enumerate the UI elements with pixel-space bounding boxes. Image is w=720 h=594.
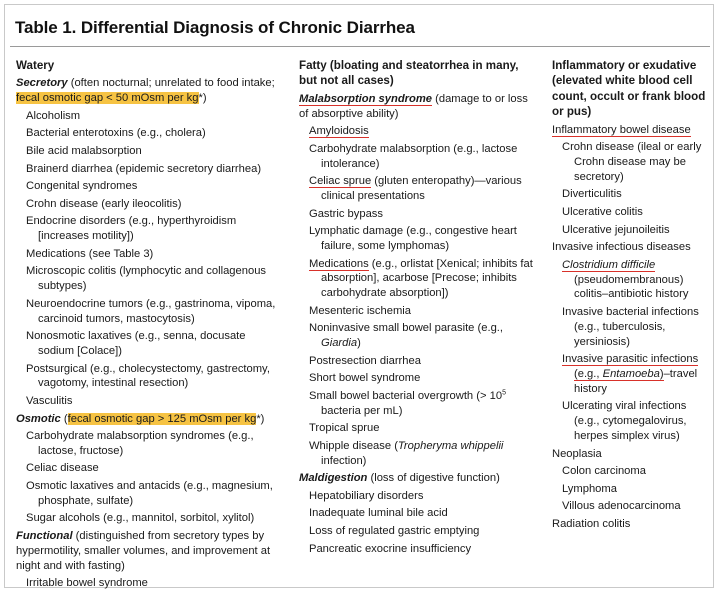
group-row [552,123,708,138]
row-text: Tropical sprue [309,422,380,435]
row-text: Invasive bacterial infections (e.g., tuberculosis, yersiniosis) [562,305,699,348]
column-heading: Inflammatory or exudative (elevated white blood cell count, occult or frank blood or pus) [552,59,706,119]
row-text: Ulcerative colitis [562,206,643,218]
row-text: Amyloidosis [309,125,369,138]
row-text: Irritable bowel syndrome [26,577,148,590]
list-item [299,524,534,539]
row-text: (e.g., [574,367,603,380]
row-text: (distinguished from secretory types by hypermotility, smaller volumes, and improvement at night and with fasting) [16,530,271,572]
row-text: *) [256,412,265,425]
row-text: Neuroendocrine tumors (e.g., gastrinoma, vipoma, carcinoid tumors, mastocytosis) [26,297,276,325]
column-rows [16,76,284,591]
row-text: Radiation colitis [552,517,631,530]
row-text: (loss of digestive function) [367,472,500,485]
column-watery [16,58,284,594]
list-item [16,162,284,177]
row-text: 5 [502,389,506,397]
category-row [299,92,534,122]
list-item [16,576,284,591]
row-text: Diverticulitis [562,188,622,201]
list-item [552,482,708,497]
list-item [16,179,284,194]
row-text: Whipple disease ( [309,439,398,452]
row-text: (pseudomembranous) colitis–antibiotic history [574,273,689,301]
row-text: (e.g., orlistat [Xenical; inhibits fat absorption], acarbose [Precose; inhibits carbohydrate absorption]) [321,257,533,300]
row-text: Small bowel bacterial overgrowth (> 10 [309,389,503,402]
row-text: ) [659,367,664,380]
row-text: Celiac sprue [309,175,372,188]
row-text: Carbohydrate malabsorption (e.g., lactose intolerance) [309,142,518,170]
list-item [299,224,534,254]
list-item [299,174,534,204]
group-row [552,240,708,255]
list-item [552,205,708,220]
group-row [552,517,708,532]
row-text: Hepatobiliary disorders [309,489,424,502]
list-item [16,511,284,526]
list-item [16,429,284,459]
row-text: Celiac disease [26,462,99,475]
row-text: Endocrine disorders (e.g., hyperthyroidism [increases motility]) [26,215,237,243]
row-text: Lymphoma [562,482,617,495]
list-item [16,247,284,262]
row-text: Secretory [16,77,68,90]
table-title: Table 1. Differential Diagnosis of Chronic Diarrhea [15,18,415,37]
list-item [552,187,708,202]
row-text: Bile acid malabsorption [26,144,142,157]
column-inflammatory [552,58,708,535]
row-text: Pancreatic exocrine insufficiency [309,542,472,555]
row-text: Functional [16,530,73,543]
list-item [552,464,708,479]
row-text: Osmotic laxatives and antacids (e.g., magnesium, phosphate, sulfate) [26,480,273,507]
row-text: Clostridium difficile [562,258,656,271]
row-text: Microscopic colitis (lymphocytic and collagenous subtypes) [26,265,267,293]
row-text: Lymphatic damage (e.g., congestive heart failure, some lymphomas) [309,225,517,252]
category-row [299,471,534,486]
list-item [299,304,534,319]
list-item [299,354,534,369]
row-text: Congenital syndromes [26,180,138,193]
row-text: (often nocturnal; unrelated to food intake; [67,77,275,90]
list-item [16,297,284,327]
row-text: Bacterial enterotoxins (e.g., cholera) [26,127,206,140]
row-text: Neoplasia [552,447,602,460]
row-text: Vasculitis [26,394,73,407]
list-item [16,126,284,141]
row-text: Sugar alcohols (e.g., mannitol, sorbitol, xylitol) [26,512,255,525]
row-text: Colon carcinoma [562,465,646,478]
list-item [16,329,284,359]
row-text: –travel history [574,367,698,395]
column-fatty [299,58,534,559]
row-text: Crohn disease (early ileocolitis) [26,197,182,210]
row-text: Invasive infectious diseases [552,241,691,254]
row-text: Medications [309,257,369,270]
list-item [16,394,284,409]
header-rule [10,46,710,47]
row-text: Inadequate luminal bile acid [309,507,448,520]
row-text: Maldigestion [299,472,368,485]
list-item [299,321,534,351]
row-text: *) [198,92,207,105]
row-text: Short bowel syndrome [309,372,421,385]
row-text: Entamoeba [602,367,660,380]
category-row [16,76,284,106]
row-text: Noninvasive small bowel parasite (e.g., [309,322,504,335]
list-item [299,439,534,469]
row-text: Nonosmotic laxatives (e.g., senna, docusate sodium [Colace]) [26,330,246,357]
list-item [552,399,708,443]
row-text: (gluten enteropathy)—various clinical presentations [321,175,522,202]
list-item [552,258,708,302]
row-text: Gastric bypass [309,207,383,220]
row-text: infection) [321,454,367,467]
row-text: Ulcerating viral infections (e.g., cytomegalovirus, herpes simplex virus) [562,400,687,442]
row-text: Alcoholism [26,109,81,122]
group-row [552,447,708,462]
list-item [299,124,534,139]
row-text: Brainerd diarrhea (epidemic secretory diarrhea) [26,162,262,175]
row-text: Tropheryma whippelii [397,439,504,452]
list-item [16,479,284,509]
row-text: Osmotic [16,412,61,425]
row-text: fecal osmotic gap > 125 mOsm per kg [67,412,257,425]
row-text: Crohn disease (ileal or early Crohn disease may be secretory) [562,141,702,183]
list-item [299,142,534,172]
row-text: Postresection diarrhea [309,354,421,367]
row-text: Postsurgical (e.g., cholecystectomy, gastrectomy, vagotomy, intestinal resection) [26,362,270,390]
list-item [299,421,534,436]
list-item [16,264,284,294]
list-item [299,542,534,557]
column-heading: Fatty (bloating and steatorrhea in many, but not all cases) [299,59,519,88]
list-item [299,371,534,386]
row-text: (damage to or loss of absorptive ability) [299,92,528,120]
column-rows [299,92,534,557]
list-item [16,362,284,392]
list-item [552,223,708,238]
row-text: Carbohydrate malabsorption syndromes (e.g., lactose, fructose) [26,430,254,457]
column-heading: Watery [16,59,55,72]
row-text: Giardia [321,337,358,350]
row-text: ( [60,412,68,425]
list-item [299,389,534,419]
list-item [299,257,534,301]
row-text: Medications (see Table 3) [26,247,154,260]
category-row [16,412,284,427]
list-item [16,214,284,244]
list-item [299,489,534,504]
row-text: fecal osmotic gap < 50 mOsm per kg [16,92,199,105]
list-item [552,305,708,349]
list-item [16,197,284,212]
list-item [552,499,708,514]
list-item [299,506,534,521]
list-item [552,140,708,184]
row-text: Inflammatory bowel disease [552,123,691,136]
list-item [16,144,284,159]
list-item [16,109,284,124]
column-rows [552,123,708,532]
row-text: Villous adenocarcinoma [562,500,681,513]
list-item [16,461,284,476]
list-item [299,207,534,222]
row-text: Invasive parasitic infections [562,353,699,366]
row-text: Mesenteric ischemia [309,304,411,317]
row-text: Loss of regulated gastric emptying [309,525,480,538]
row-text: bacteria per mL) [321,404,403,417]
list-item [552,352,708,396]
row-text: Ulcerative jejunoileitis [562,223,670,236]
category-row [16,529,284,573]
row-text: Malabsorption syndrome [299,92,433,105]
row-text: ) [357,337,361,350]
